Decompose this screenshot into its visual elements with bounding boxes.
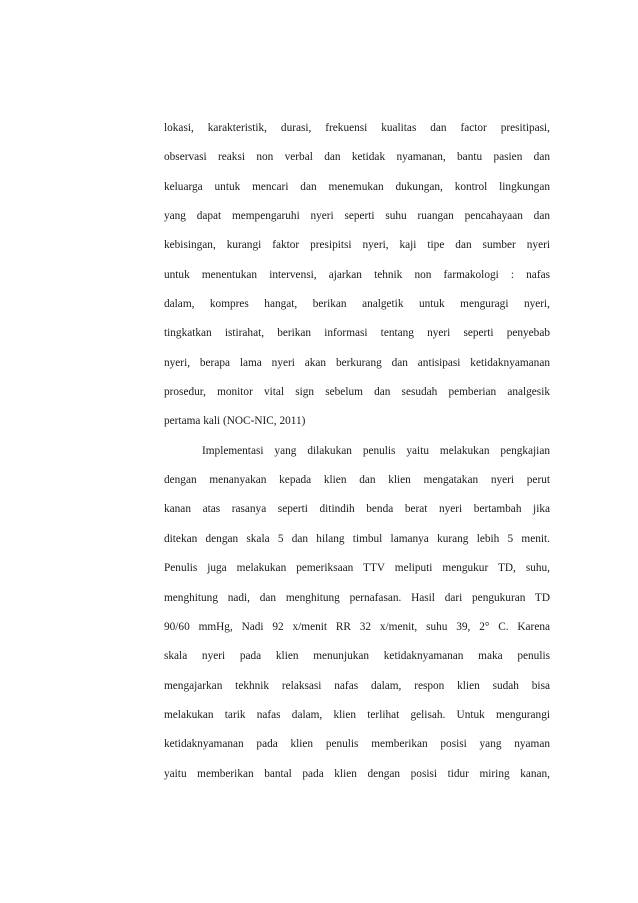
text-line: dalam, kompres hangat, berikan analgetik untuk menguragi nyeri, (164, 298, 550, 311)
text-line: ketidaknyamanan pada klien penulis memberikan posisi yang nyaman (164, 738, 550, 751)
text-line: ditekan dengan skala 5 dan hilang timbul lamanya kurang lebih 5 menit. (164, 532, 550, 545)
text-line: menghitung nadi, dan menghitung pernafasan. Hasil dari pengukuran TD (164, 591, 550, 604)
text-line: melakukan tarik nafas dalam, klien terlihat gelisah. Untuk mengurangi (164, 708, 550, 721)
text-line: tingkatkan istirahat, berikan informasi tentang nyeri seperti penyebab (164, 327, 550, 340)
text-line: kanan atas rasanya seperti ditindih benda berat nyeri bertambah jika (164, 503, 550, 516)
text-line: lokasi, karakteristik, durasi, frekuensi kualitas dan factor presitipasi, (164, 122, 550, 134)
text-line: mengajarkan tekhnik relaksasi nafas dalam, respon klien sudah bisa (164, 679, 550, 692)
text-line: yaitu memberikan bantal pada klien dengan posisi tidur miring kanan, (164, 767, 550, 780)
text-line: keluarga untuk mencari dan menemukan dukungan, kontrol lingkungan (164, 180, 550, 193)
text-line: nyeri, berapa lama nyeri akan berkurang dan antisipasi ketidaknyamanan (164, 356, 550, 369)
text-line: prosedur, monitor vital sign sebelum dan sesudah pemberian analgesik (164, 386, 550, 399)
text-line: Penulis juga melakukan pemeriksaan TTV meliputi mengukur TD, suhu, (164, 562, 550, 575)
text-line: 90/60 mmHg, Nadi 92 x/menit RR 32 x/menit, suhu 39, 2° C. Karena (164, 620, 550, 633)
text-line: pertama kali (NOC-NIC, 2011) (164, 415, 306, 428)
text-line: untuk menentukan intervensi, ajarkan tehnik non farmakologi : nafas (164, 268, 550, 281)
text-line: yang dapat mempengaruhi nyeri seperti suhu ruangan pencahayaan dan (164, 210, 550, 223)
text-line: dengan menanyakan kepada klien dan klien mengatakan nyeri perut (164, 474, 550, 487)
body-text (164, 118, 550, 793)
text-line: observasi reaksi non verbal dan ketidak nyamanan, bantu pasien dan (164, 151, 550, 164)
text-line: kebisingan, kurangi faktor presipitsi nyeri, kaji tipe dan sumber nyeri (164, 239, 550, 252)
text-line: skala nyeri pada klien menunjukan ketidaknyamanan maka penulis (164, 650, 550, 663)
paragraph-start-line: Implementasi yang dilakukan penulis yaitu melakukan pengkajian (202, 444, 550, 457)
